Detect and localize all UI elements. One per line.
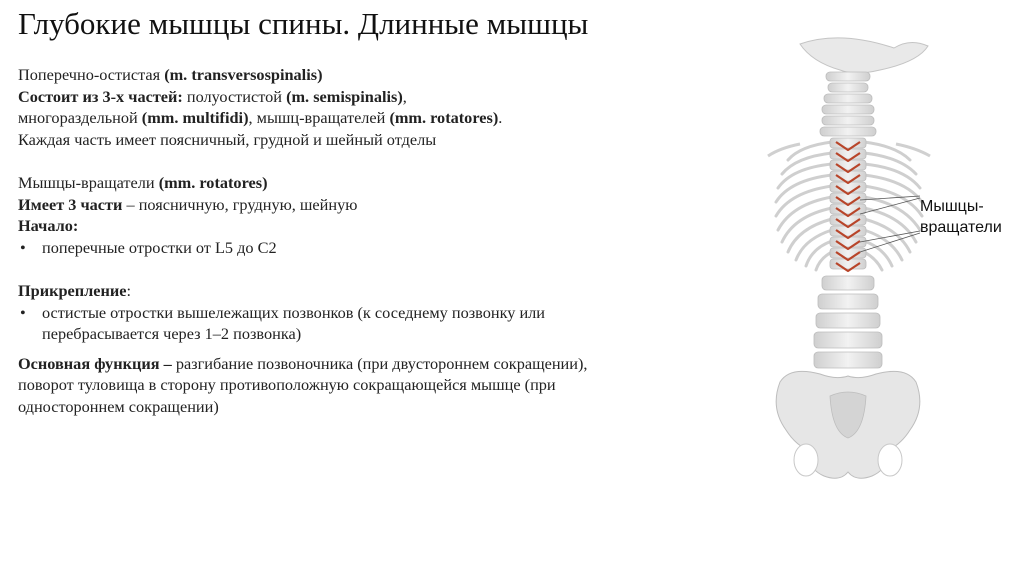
function-line-3: одностороннем сокращении) bbox=[18, 396, 219, 416]
origin-bullet: • поперечные отростки от L5 до C2 bbox=[18, 237, 738, 259]
slide-content bbox=[18, 64, 738, 417]
rotatores-heading: Мышцы-вращатели (mm. rotatores) bbox=[18, 173, 268, 192]
skull-base bbox=[800, 38, 928, 73]
cervical-vertebrae bbox=[820, 72, 876, 136]
divisions-line: Каждая часть имеет поясничный, грудной и шейный отделы bbox=[18, 129, 437, 149]
function-line-2: поворот туловища в сторону противоположную сокращающейся мышце (при bbox=[18, 375, 556, 394]
lumbar-vertebrae bbox=[814, 276, 882, 368]
origin-heading: Начало: bbox=[18, 216, 79, 235]
rotatores-label: Мышцы- вращатели bbox=[920, 198, 1002, 236]
transversospinalis-line: Поперечно-остистая (m. transversospinalis) bbox=[18, 65, 323, 84]
insertion-bullet: • остистые отростки вышележащих позвонков (к соседнему позвонку или перебрасывается через 1–2 позвонка) bbox=[18, 302, 738, 345]
parts-line-2: многораздельной (mm. multifidi), мышц-вращателей (mm. rotatores). bbox=[18, 108, 503, 127]
spine-illustration bbox=[760, 36, 1024, 496]
rotatores-parts: Имеет 3 части – поясничную, грудную, шейную bbox=[18, 194, 358, 214]
slide-title: Глубокие мышцы спины. Длинные мышцы bbox=[18, 6, 589, 41]
insertion-heading: Прикрепление: bbox=[18, 281, 132, 300]
function-line: Основная функция – разгибание позвоночника (при двустороннем сокращении), bbox=[18, 353, 588, 373]
parts-line: Состоит из 3-х частей: полуостистой (m. semispinalis), bbox=[18, 86, 407, 106]
